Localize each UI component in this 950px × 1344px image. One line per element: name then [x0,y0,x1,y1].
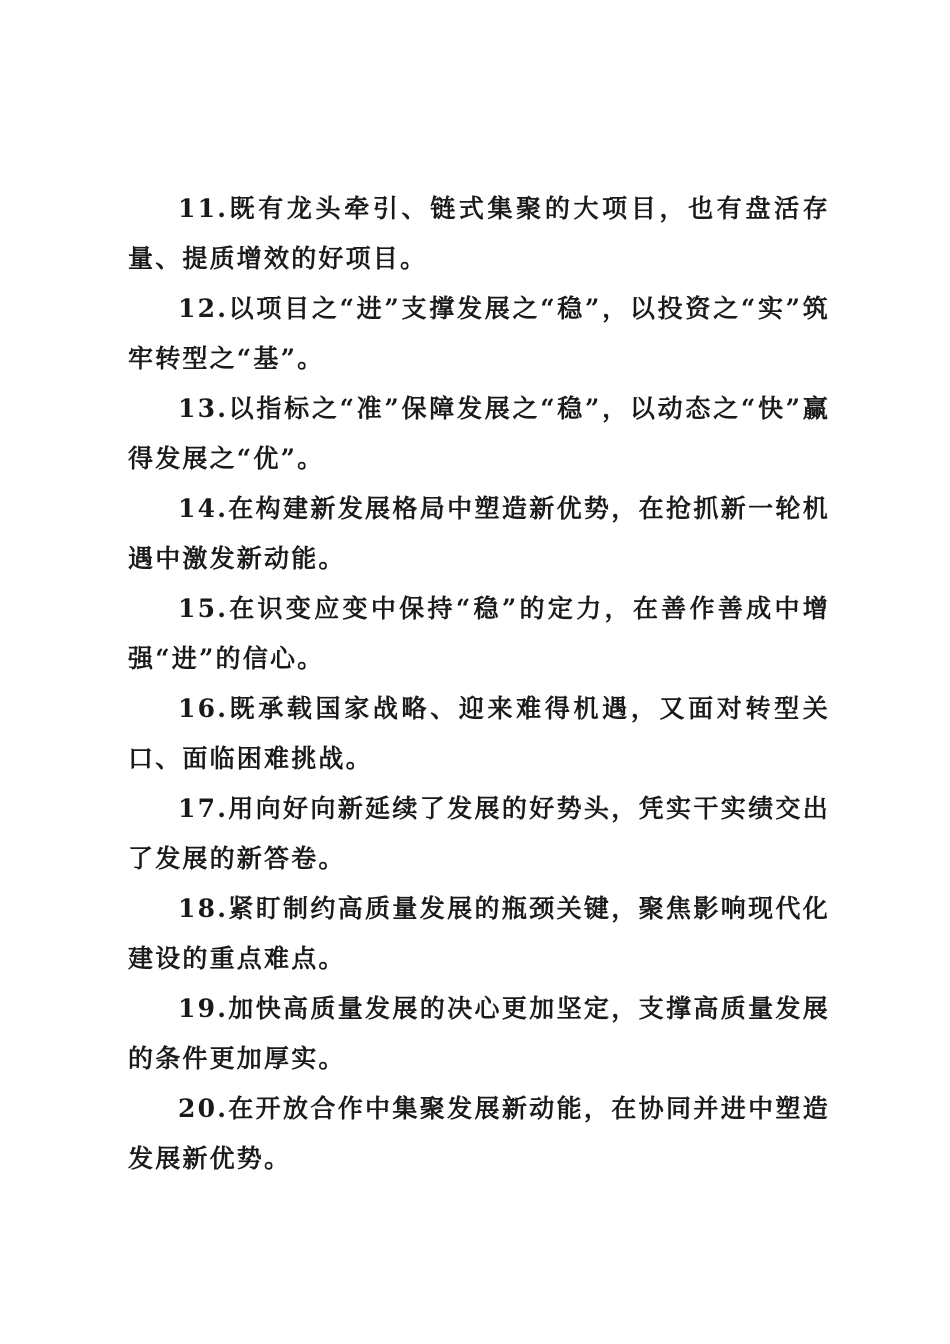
list-item: 17.用向好向新延续了发展的好势头，凭实干实绩交出了发展的新答卷。 [128,794,830,873]
list-item: 12.以项目之“进”支撑发展之“稳”，以投资之“实”筑牢转型之“基”。 [128,294,830,373]
list-item: 15.在识变应变中保持“稳”的定力，在善作善成中增强“进”的信心。 [128,594,830,673]
list-item: 13.以指标之“准”保障发展之“稳”，以动态之“快”赢得发展之“优”。 [128,394,830,473]
document-body [128,184,830,1184]
list-item: 20.在开放合作中集聚发展新动能，在协同并进中塑造发展新优势。 [128,1094,830,1173]
list-item: 19.加快高质量发展的决心更加坚定，支撑高质量发展的条件更加厚实。 [128,994,830,1073]
list-item: 11.既有龙头牵引、链式集聚的大项目，也有盘活存量、提质增效的好项目。 [128,194,830,273]
list-item: 14.在构建新发展格局中塑造新优势，在抢抓新一轮机遇中激发新动能。 [128,494,830,573]
list-item: 16.既承载国家战略、迎来难得机遇，又面对转型关口、面临困难挑战。 [128,694,830,773]
list-item: 18.紧盯制约高质量发展的瓶颈关键，聚焦影响现代化建设的重点难点。 [128,894,830,973]
